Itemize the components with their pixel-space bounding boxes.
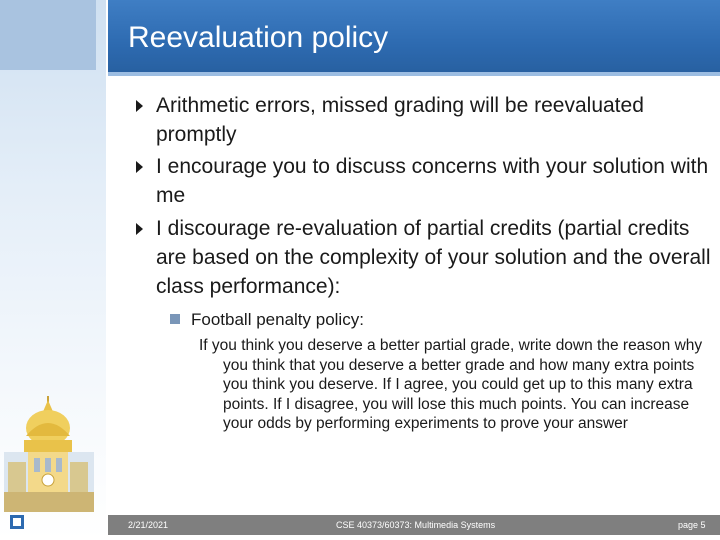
footer-course: CSE 40373/60373: Multimedia Systems <box>336 520 496 530</box>
bullet-item <box>136 214 712 301</box>
bullet-text: I discourage re-evaluation of partial credits (partial credits are based on the complexity of your solution and the overall class performance): <box>156 217 711 298</box>
bullet-item <box>136 152 712 210</box>
triangle-bullet-icon <box>136 161 143 173</box>
triangle-bullet-icon <box>136 100 143 112</box>
golden-dome-icon <box>4 392 94 512</box>
square-bullet-icon <box>170 314 180 324</box>
sub-bullet-text: Football penalty policy: <box>191 310 364 329</box>
footer-bar <box>108 515 720 535</box>
corner-square-icon <box>10 515 24 529</box>
bullet-item <box>136 91 712 149</box>
footer-page: page 5 <box>678 520 706 530</box>
left-top-tile <box>0 0 96 70</box>
title-bar <box>108 0 720 76</box>
sub-bullet-item <box>170 309 710 331</box>
left-divider <box>106 0 108 540</box>
slide-title: Reevaluation policy <box>128 21 389 54</box>
bullet-text: Arithmetic errors, missed grading will be reevaluated promptly <box>156 94 644 146</box>
sub-sub-text: If you think you deserve a better partial grade, write down the reason why you think that you deserve a better grade and how many extra points you think you deserve. If I agree, you could get up to this many extra points. If I disagree, you will lose this much points. You can increase your odds by performing experiments to prove your answer <box>199 337 703 433</box>
bullet-text: I encourage you to discuss concerns with your solution with me <box>156 155 709 207</box>
triangle-bullet-icon <box>136 223 143 235</box>
sub-sub-paragraph <box>199 336 707 434</box>
footer-date: 2/21/2021 <box>128 520 169 530</box>
title-underline <box>108 72 720 76</box>
